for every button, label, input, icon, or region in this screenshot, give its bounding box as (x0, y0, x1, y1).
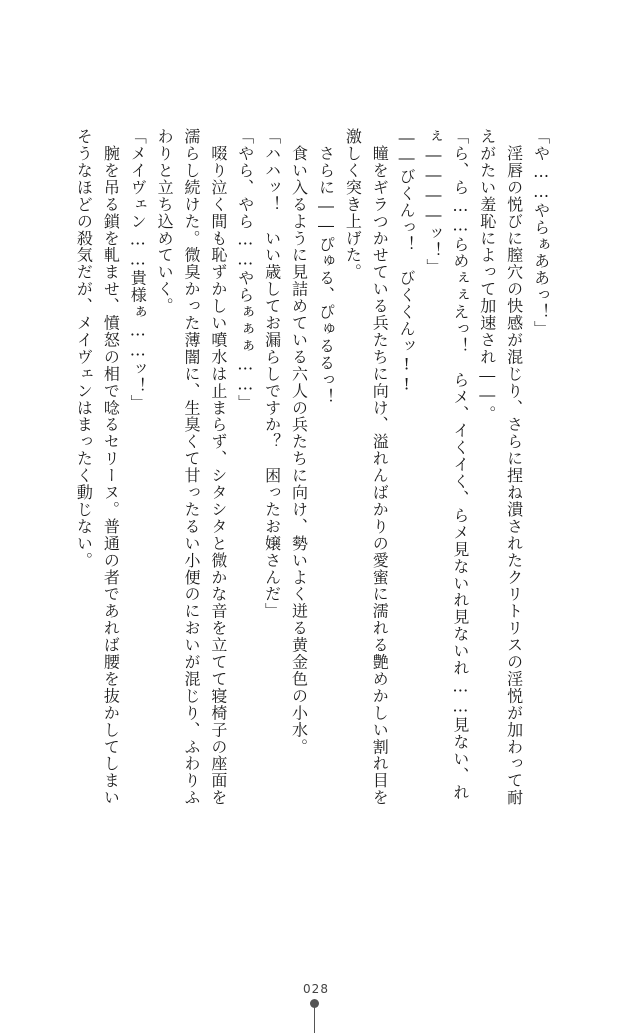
text-column: 食い入るように見詰めている六人の兵たちに向け、勢いよく迸る黄金色の小水。 (289, 128, 309, 756)
text-column: 濡らし続けた。微臭かった薄闇に、生臭くて甘ったるい小便のにおいが混じり、ふわりふ (181, 128, 201, 806)
text-column: 瞳をギラつかせている兵たちに向け、溢れんばかりの愛蜜に濡れる艶めかしい割れ目を (370, 128, 390, 806)
text-column: 「メイヴェン……貴様ぁ……ッ！」 (128, 128, 148, 412)
text-column: 「ら、ら……らめぇぇえっ！ らメ、イくイく、らメ見ないれ見ないれ……見ない、れ (450, 128, 470, 802)
text-column: そうなほどの殺気だが、メイヴェンはまったく動じない。 (74, 128, 94, 569)
text-column: 「やら、やら……やらぁぁぁ……」 (235, 128, 255, 412)
text-column: 淫唇の悦びに膣穴の快感が混じり、さらに捏ね潰されたクリトリスの淫悦が加わって耐 (504, 128, 524, 806)
footer-line-ornament (314, 1007, 315, 1033)
text-column: えがたい羞恥によって加速され――。 (477, 128, 497, 423)
text-column: 「や……やらぁああっ！」 (531, 128, 551, 338)
text-column: 腕を吊る鎖を軋ませ、憤怒の相で唸るセリーヌ。普通の者であれば腰を抜かしてしまい (101, 128, 121, 806)
text-column: ぇ――――ッ！」 (424, 128, 443, 276)
page-number: 028 (303, 982, 329, 996)
text-column: 激しく突き上げた。 (343, 128, 363, 281)
text-column: 啜り泣く間も恥ずかしい噴水は止まらず、シタシタと微かな音を立てて寝椅子の座面を (208, 128, 228, 806)
text-column: わりと立ち込めていく。 (155, 128, 175, 315)
text-column: ――びくんっ！ びくくんッ!! (397, 128, 417, 395)
text-column: さらに――ぴゅる、ぴゅるるっ！ (316, 128, 336, 406)
vertical-text-body (70, 128, 554, 848)
text-column: 「ハハッ！ いい歳してお漏らしですか？ 困ったお嬢さんだ」 (262, 128, 282, 620)
